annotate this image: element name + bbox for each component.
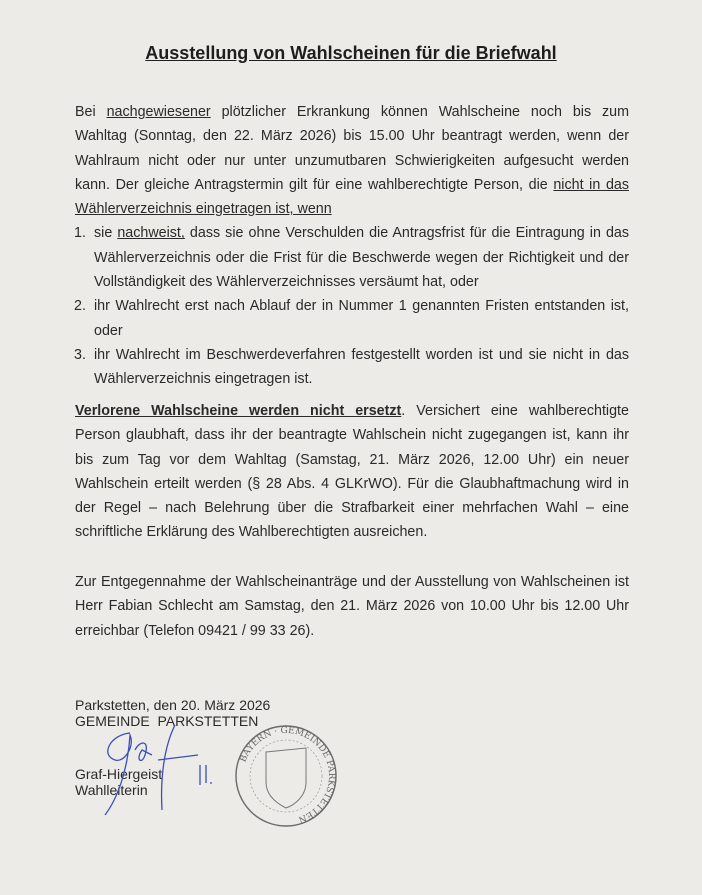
paragraph-lost-ballots bbox=[75, 399, 629, 545]
conditions-list bbox=[75, 221, 629, 391]
organization: GEMEINDE PARKSTETTEN bbox=[75, 713, 259, 729]
underlined-text: nicht in das Wählerverzeichnis eingetragen ist, wenn bbox=[75, 176, 629, 218]
list-item bbox=[75, 294, 629, 343]
underlined-text: nachgewiesener bbox=[106, 104, 211, 120]
text: . Versichert eine wahlberechtigte Person glaubhaft, dass ihr der beantragte Wahlschein nicht zugegangen ist, kann ihr bis zum Tag vor dem Wahltag (Samstag, 21. März 2026, 12.00 Uhr) ein neuer Wahlschein erteilt werden (§ 28 Abs. 4 GLKrWO). Für die Glaubhaftmachung wird in der Regel – nach Belehrung über die Strafbarkeit einer mehrfachen Wahl – eine schriftliche Erklärung des Wahlberechtigten ausreichen. bbox=[75, 403, 629, 541]
official-stamp bbox=[232, 722, 340, 830]
list-item bbox=[75, 343, 629, 392]
bold-underlined-text: Verlorene Wahlscheine werden nicht ersetzt bbox=[75, 403, 402, 419]
list-number: 1. bbox=[74, 225, 86, 242]
text: ihr Wahlrecht erst nach Ablauf der in Nummer 1 genannten Fristen entstanden ist, oder bbox=[94, 298, 629, 339]
signatory-name: Graf-Hiergeist bbox=[75, 766, 163, 782]
signatory-role: Wahlleiterin bbox=[75, 782, 148, 798]
text: plötzlicher Erkrankung können Wahlscheine noch bis zum Wahltag (Sonntag, den 22. März 2026) bis 15.00 Uhr beantragt werden, wenn der Wahlraum nicht oder nur unter unzumutbaren Schwierigkeiten aufgesucht werden kann. Der gleiche Antragstermin gilt für eine wahlberechtigte Person, die bbox=[75, 104, 630, 193]
document-title: Ausstellung von Wahlscheinen für die Briefwahl bbox=[145, 43, 557, 63]
svg-text:BAYERN · GEMEINDE PARKSTETTEN: BAYERN · GEMEINDE PARKSTETTEN bbox=[238, 725, 337, 825]
list-item bbox=[75, 221, 629, 294]
handwritten-signature bbox=[80, 715, 230, 825]
underlined-text: nachweist, bbox=[117, 225, 185, 242]
list-number: 3. bbox=[74, 346, 86, 363]
text: dass sie ohne Verschulden die Antragsfrist für die Eintragung in das Wählerverzeichnis oder die Frist für die Beschwerde wegen der Richtigkeit und der Vollständigkeit des Wählerverzeichnisses versäumt hat, oder bbox=[94, 225, 629, 291]
list-number: 2. bbox=[74, 298, 86, 315]
text: sie bbox=[94, 225, 118, 242]
paragraph-contact: Zur Entgegennahme der Wahlscheinanträge und der Ausstellung von Wahlscheinen ist Herr Fabian Schlecht am Samstag, den 21. März 2026 von 10.00 Uhr bis 12.00 Uhr erreichbar (Telefon 09421 / 99 33 26). bbox=[75, 574, 629, 639]
text: Bei bbox=[75, 104, 107, 120]
place-date: Parkstetten, den 20. März 2026 bbox=[75, 697, 271, 713]
text: ihr Wahlrecht im Beschwerdeverfahren festgestellt worden ist und sie nicht in das Wählerverzeichnis eingetragen ist. bbox=[94, 346, 629, 388]
paragraph-intro bbox=[75, 100, 629, 392]
